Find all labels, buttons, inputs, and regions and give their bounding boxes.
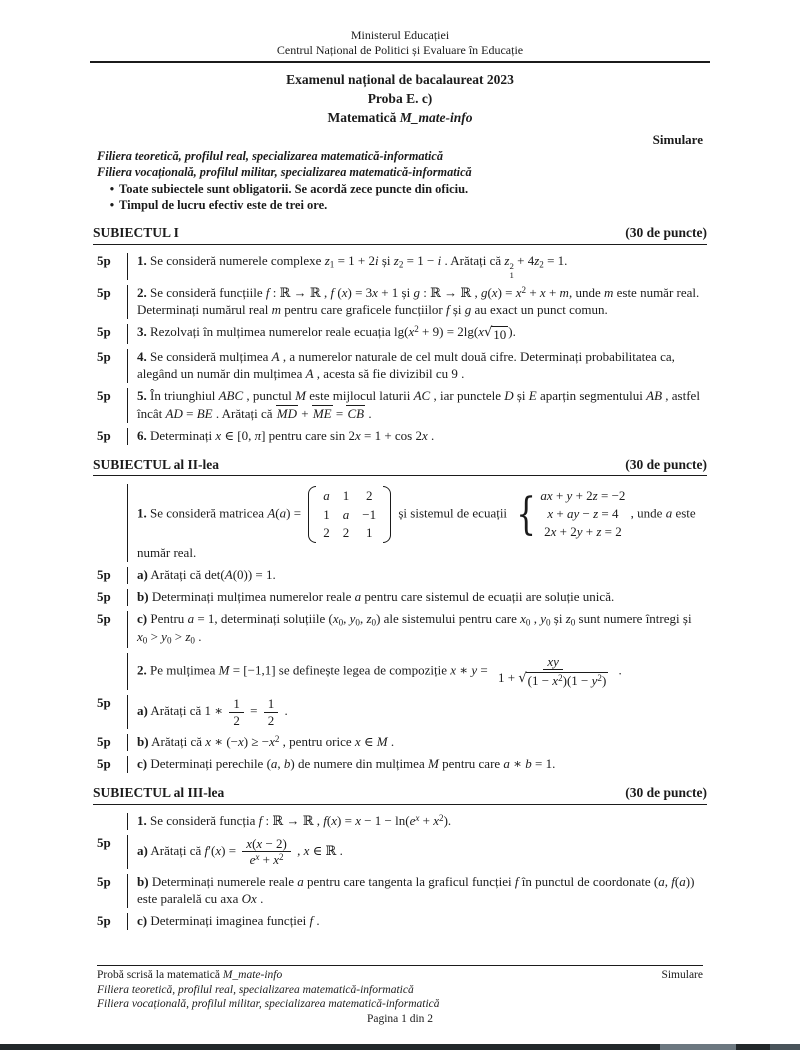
item-number: 2. [137,285,147,301]
math-variable: y [471,662,478,678]
horizontal-scrollbar [0,1044,800,1050]
matrix-paren-right [383,486,391,543]
math-variable: ax [540,488,553,504]
math-variable: z [504,252,510,268]
radical-icon: √ [484,325,493,341]
item-divider-bar [127,484,128,562]
points-label: 5p [97,734,111,750]
exam-item [97,285,703,319]
subject-prefix: Matematică [327,110,400,126]
item-text: a) Arătați că det(A(0)) = 1. [137,566,276,582]
exam-item [97,813,703,830]
filiera-line-1: Filiera teoretică, profilul real, specializarea matematică-informatică [97,149,443,164]
subject-code: M_mate-info [399,110,473,126]
item-text: 2. Se consideră funcțiile f : ℝ → ℝ , f (x) = 3x + 1 și g : ℝ → ℝ , $g(x) = x^2 + x + m$, unde m este număr real. Determinați numărul real m pentru care graficele funcțiilor f și g au exact un punct comun. [137,285,700,318]
numerator [543,654,563,671]
math-variable: f [514,873,519,889]
math-variable: a [297,873,304,889]
math-variable: z [565,610,571,626]
matrix-cell: 2 [323,524,330,540]
item-divider-bar [127,874,128,908]
math-variable: x [478,324,484,340]
math-variable: x [520,610,526,626]
math-variable: ay [566,506,580,522]
numerator: 1 [264,696,279,713]
math-variable: x [256,835,263,851]
item-divider-bar [127,324,128,344]
exam-item [97,734,703,751]
math-variable: x [552,673,559,689]
bullet-icon: • [109,198,115,213]
header-rule [90,61,710,63]
matrix-grid [316,486,383,543]
item-text: 6. Determinați x ∈ [0, π] pentru care sin 2x = 1 + cos 2x . [137,427,435,443]
item-divider-bar [127,695,128,729]
item-text: 1. Se consideră matricea A(a) = a 1 2 1 a −1 2 2 1 și sistemul de ecuații { ax + y + 2z = −2 x + ay − z = 4 2x + 2y + z = 2 , unde a este număr real. [137,488,696,561]
math-variable: x [303,842,310,858]
math-variable: x [137,629,143,645]
math-variable: x [450,662,457,678]
item-number: c) [137,756,148,772]
points-label: 5p [97,349,111,365]
math-variable: a [187,610,195,626]
points-label [97,653,127,690]
math-variable: y [576,524,583,540]
exam-item [97,874,703,908]
item-number: a) [137,842,148,858]
math-variable: z [393,252,399,268]
math-variable: x [547,506,554,522]
math-variable: y [349,610,356,626]
square-root [518,672,608,689]
math-variable: a [279,505,287,521]
item-text: 2. Pe mulțimea M = [−1,1] se definește legea de compoziție x ∗ y = xy 1 + √ $(1 - x^2)(1 - y^2)$ . [137,653,622,689]
math-variable: f [258,812,263,828]
exam-title: Examenul național de bacalaureat 2023 [286,72,514,87]
sub-sup-stack [509,262,513,281]
footer-filiera-2: Filiera vocațională, profilul militar, specializarea matematică-informatică [97,998,440,1011]
item-divider-bar [127,349,128,383]
item-text: a) Arătați că f′(x) = $\frac{x(x - 2)}{e^x + x^2}$ , x ∈ ℝ . [137,835,343,868]
math-variable: y [161,629,167,645]
exam-titles [97,70,703,127]
math-variable: m [559,285,569,301]
fraction [229,696,244,728]
item-text: c) Pentru a = 1, determinați soluțiile ($x_0$, $y_0$, $z_0$) ale sistemului pentru care $x_0$ , $y_0$ și $z_0$ sunt numere întregi și $x_0 > y_0 > z_0$ . [137,610,692,646]
denominator: 2 [233,712,240,728]
math-variable: f [671,873,675,889]
math-variable: x [332,610,339,626]
matrix-cell: 1 [323,506,330,522]
ministry-line: Ministerul Educației [350,28,450,42]
math-variable: z [366,610,372,626]
exam-subject-line [97,108,703,127]
footer-subject-code: M_mate-info [222,969,283,982]
item-number: 5. [137,388,147,404]
math-variable: z [324,252,330,268]
footer-row [97,968,703,982]
page-footer [97,965,703,1026]
exam-section [93,456,707,773]
exam-item [97,349,703,383]
math-variable: z [596,524,602,540]
item-number: b) [137,734,149,750]
math-variable: e [409,812,416,828]
math-variable: x [354,427,361,443]
math-variable: x [273,852,280,868]
math-variable: z [592,488,598,504]
math-variable: b [283,756,291,772]
math-variable: a [665,505,673,521]
math-variable: x [550,524,557,540]
item-text: 1. Se consideră funcția f : ℝ → ℝ , $f(x) = x - 1 - \ln(e^x + x^2)$. [137,812,452,828]
math-variable: Ox [241,890,257,906]
numerator: x(x − 2) [242,836,291,853]
math-variable: x [255,852,260,863]
item-text: 3. Rezolvați în mulțimea numerelor reale ecuația $\lg(x^2 + 9) = 2\lg(x$ √ 10 ). [137,324,516,343]
item-text: b) Determinați numerele reale a pentru care tangenta la graficul funcției f în punctul de coordonate (a, f(a)) este paralelă cu axa Ox . [137,873,695,906]
points-label: 5p [97,388,111,404]
exam-rule [97,181,703,197]
fraction [264,696,279,728]
points-label [97,484,127,562]
footer-filiera-1: Filiera teoretică, profilul real, specializarea matematică-informatică [97,983,414,996]
exam-item [97,484,703,562]
math-variable: x [269,734,275,750]
math-variable: x [246,835,253,851]
math-variable: AB [646,388,663,404]
item-divider-bar [127,913,128,930]
math-variable: b [525,756,532,772]
item-number: b) [137,588,149,604]
points-label: 5p [97,756,111,772]
math-variable: i [375,252,379,268]
math-variable: x [205,734,212,750]
item-divider-bar [127,611,128,648]
matrix [308,486,391,543]
brace-icon: { [516,488,537,540]
denominator: 2 [267,712,275,728]
matrix-cell [323,488,330,504]
math-variable: BE [196,405,213,421]
math-variable: f [330,285,335,301]
fraction [494,654,612,689]
item-text: 4. Se consideră mulțimea A , a numerelor naturale de cel mult două cifre. Determinați probabilitatea ca, alegând un număr din mulțimea A , acesta să fie divizibil cu 9 . [137,349,675,382]
math-variable: x [408,324,415,340]
exam-item [97,653,703,690]
exam-item [97,756,703,773]
points-label: 5p [97,588,111,604]
section-heading [93,456,707,477]
math-variable: xy [547,653,559,669]
section-heading [93,784,707,805]
scrollbar-segment [770,1044,800,1050]
math-variable: ME [312,405,332,421]
filiera-line-2: Filiera vocațională, profilul militar, specializarea matematică-informatică [97,165,472,180]
math-variable: ABC [218,388,244,404]
math-variable: g [464,302,472,318]
math-variable: x [415,812,420,823]
math-variable: f [204,842,209,858]
points-label: 5p [97,285,111,301]
points-label: 5p [97,695,111,711]
item-number: c) [137,912,148,928]
numerator: 1 [229,696,244,713]
item-divider-bar [127,589,128,606]
math-variable: AC [413,388,431,404]
math-variable: z [593,506,599,522]
section-title: SUBIECTUL al II-lea [93,456,220,472]
radicand: $(1 - x^2)(1 - y^2)$ [527,673,607,689]
item-number: a) [137,703,148,719]
math-variable: x [215,427,222,443]
exam-item [97,695,703,729]
points-label: 5p [97,873,111,889]
item-number: a) [137,566,148,582]
session-label: Simulare [652,132,703,148]
item-number: 6. [137,427,147,443]
item-divider-bar [127,813,128,830]
item-divider-bar [127,428,128,445]
math-variable: x [341,285,348,301]
math-variable: g [413,285,420,301]
vector-overline [346,405,365,421]
math-variable: f [323,812,327,828]
points-label: 5p [97,610,111,626]
matrix-cell: 1 [365,524,373,540]
exam-item [97,567,703,584]
superscript: 2 [509,260,514,271]
section-title: SUBIECTUL I [93,225,179,241]
math-variable: a [270,756,278,772]
item-number: 1. [137,252,147,268]
system-row: ax + y + 2z = −2 [540,488,626,504]
math-variable: A [305,366,314,382]
item-divider-bar [127,835,128,869]
exam-proba: Proba E. c) [367,91,433,107]
ministry-header [97,28,703,58]
math-variable: x [539,285,546,301]
item-divider-bar [127,734,128,751]
section-title: SUBIECTUL al III-lea [93,785,225,801]
item-number: c) [137,610,148,626]
math-variable: a [503,756,510,772]
math-variable: y [566,488,573,504]
item-text: b) Determinați mulțimea numerelor reale a pentru care sistemul de ecuații are soluție unică. [137,588,615,604]
exam-item [97,589,703,606]
item-divider-bar [127,285,128,319]
math-variable: y [591,673,598,689]
math-variable: A [224,566,233,582]
math-variable: e [249,852,256,868]
item-divider-bar [127,253,128,281]
math-variable: m [603,285,614,301]
matrix-cell: 2 [365,488,373,504]
system-row: 2x + 2y + z = 2 [544,524,622,540]
math-variable: f [265,285,270,301]
footer-session-label: Simulare [661,969,703,982]
math-variable: D [504,388,514,404]
item-number: b) [137,873,149,889]
subscript: 1 [509,270,514,281]
matrix-cell: 1 [342,488,350,504]
math-variable: M [376,734,388,750]
math-variable: x [354,734,361,750]
bullet-icon: • [109,181,115,196]
radicand: 10 [493,327,507,343]
points-label: 5p [97,324,111,340]
fraction [242,836,291,868]
math-variable: x [515,285,522,301]
scrollbar-thumb[interactable] [660,1044,736,1050]
exam-item [97,913,703,930]
points-label: 5p [97,427,111,443]
math-variable: M [218,662,230,678]
math-variable: x [215,842,222,858]
math-variable: x [372,285,378,301]
math-variable: i [437,252,442,268]
item-number: 4. [137,349,147,365]
math-variable: a [679,873,686,889]
exam-rules-list [97,181,703,214]
vector-overline [312,405,333,421]
exam-rule [97,197,703,213]
math-variable: MD [276,405,297,421]
math-variable: a [323,488,330,504]
math-variable: x [331,812,338,828]
points-label: 5p [97,566,111,582]
points-label: 5p [97,834,111,850]
exam-item [97,835,703,869]
matrix-cell: −1 [362,506,377,522]
center-line: Centrul Național de Politici și Evaluare în Educație [276,43,524,57]
section-points: (30 de puncte) [625,456,707,472]
item-number: 1. [137,505,147,521]
footer-prefix: Probă scrisă la matematică [97,969,223,982]
exam-item [97,324,703,344]
exam-item [97,611,703,648]
vector-overline [276,405,298,421]
math-variable: y [540,610,546,626]
math-variable: m [271,302,282,318]
points-label [97,813,127,830]
item-divider-bar [127,756,128,773]
system-row: x + ay − z = 4 [547,506,619,522]
exam-item [97,428,703,445]
item-number: 3. [137,324,147,340]
denominator: 1 + √ $(1 - x^2)(1 - y^2)$ [497,670,607,689]
math-variable: CB [347,405,365,421]
math-variable: M [427,756,439,772]
item-text: 5. În triunghiul ABC , punctul M este mijlocul laturii AC , iar punctele D și E aparțin segmentului AB , astfel încât AD = BE . Arătați că MD + ME = CB . [137,388,700,421]
exam-section [93,784,707,929]
matrix-paren-left [308,486,316,543]
item-divider-bar [127,388,128,423]
math-variable: z [534,252,540,268]
math-variable: a [354,588,362,604]
footer-exam-name [97,968,282,982]
math-variable: x [421,427,428,443]
math-variable: π [254,427,262,443]
math-variable: x [355,812,361,828]
points-label: 5p [97,252,111,268]
section-heading [93,224,707,245]
points-label: 5p [97,912,111,928]
math-variable: x [491,285,498,301]
item-text: 1. Se consideră numerele complexe $z_1 = 1 + 2i$ și $z_2 = 1 - i$ . Arătați că z 2 1 + $4z_2 = 1$. [137,252,568,281]
system-rows [540,488,625,541]
math-variable: A [271,349,280,365]
denominator: $e^x + x^2$ [249,852,284,868]
item-divider-bar [127,567,128,584]
item-text: b) Arătați că x ∗ $(-x) \ge -x^2$ , pentru orice x ∈ M . [137,734,395,750]
exam-sections [93,224,707,929]
math-variable: a [658,873,665,889]
section-points: (30 de puncte) [625,225,707,241]
math-variable: z [185,629,191,645]
math-variable: f [309,912,314,928]
math-variable: x [433,812,440,828]
math-variable: AD [165,405,183,421]
equation-system [512,488,625,541]
item-text: c) Determinați imaginea funcției f . [137,912,320,928]
math-variable: A [267,505,276,521]
section-points: (30 de puncte) [625,785,707,801]
exam-item [97,388,703,423]
exam-section [93,224,707,444]
matrix-cell [343,507,350,523]
item-text: a) Arătați că 1 ∗ $\frac{1}{2}$ = $\frac{1}{2}$ . [137,696,288,728]
item-divider-bar [127,653,128,690]
item-number: 1. [137,812,147,828]
math-variable: E [528,388,537,404]
math-variable: f [445,302,450,318]
math-variable: a [342,506,350,522]
square-root [484,326,508,344]
radical-icon: √ [518,671,527,687]
exam-item [97,253,703,281]
rule-text: Timpul de lucru efectiv este de trei ore. [119,198,328,213]
rule-text: Toate subiectele sunt obligatorii. Se acordă zece puncte din oficiu. [119,181,469,196]
item-text: c) Determinați perechile (a, b) de numere din mulțimea M pentru care a ∗ b = 1. [137,756,556,772]
item-number: 2. [137,662,147,678]
math-variable: g [480,285,488,301]
page-number: Pagina 1 din 2 [366,1012,434,1025]
math-variable: M [295,388,307,404]
math-variable: x [238,734,244,750]
matrix-cell: 2 [342,524,350,540]
